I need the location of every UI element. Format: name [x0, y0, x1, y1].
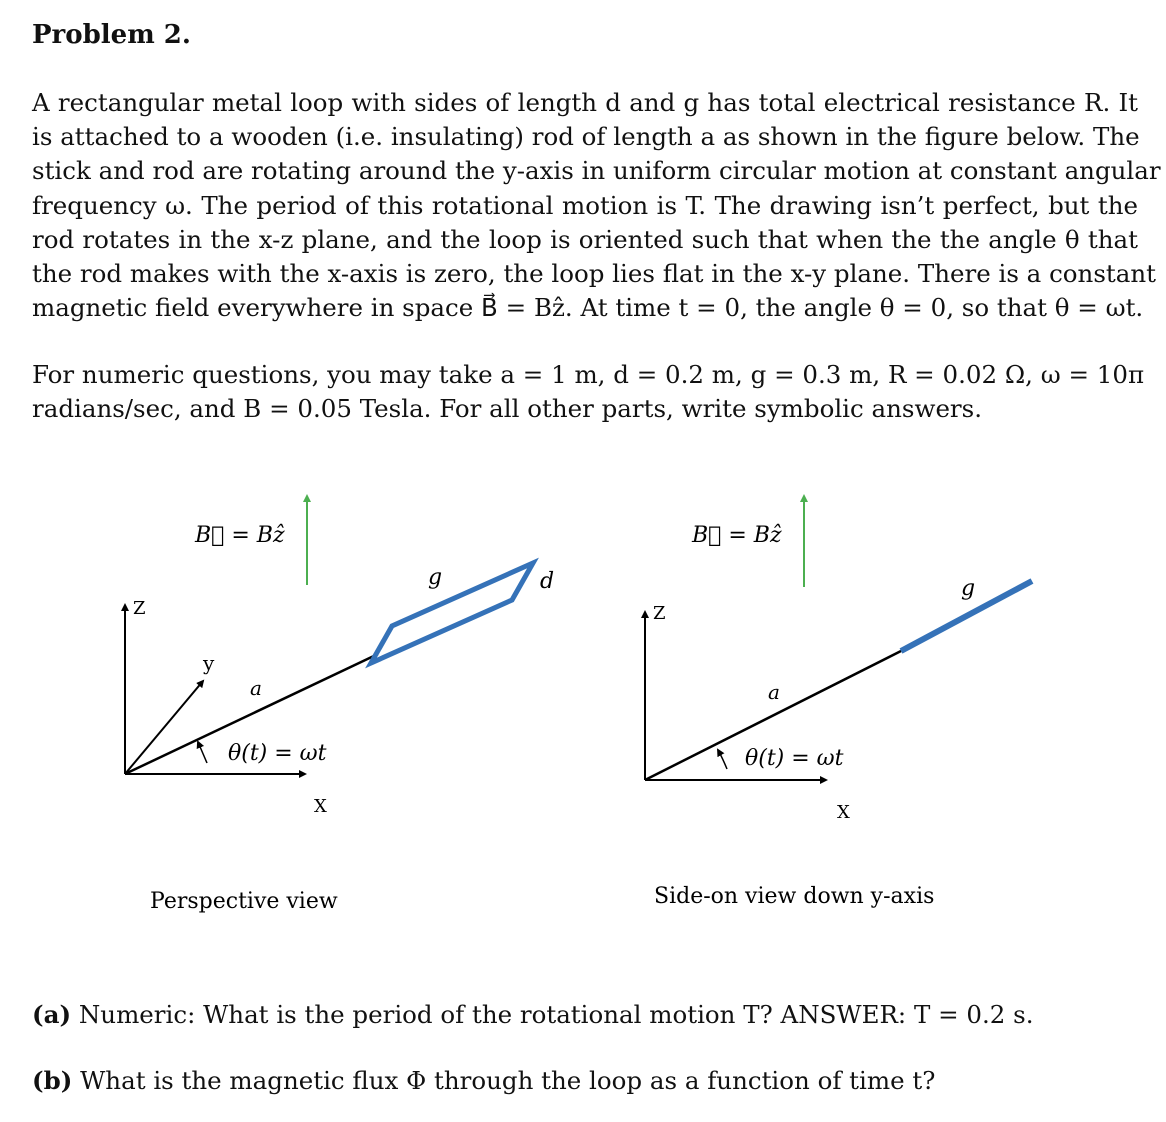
intro-line: stick and rod are rotating around the y-axis in uniform circular motion at constant angular: [32, 156, 1161, 186]
x-axis-label-left: X: [314, 796, 327, 817]
numeric-line: radians/sec, and B = 0.05 Tesla. For all other parts, write symbolic answers.: [32, 394, 983, 424]
loop-label-g-right: g: [961, 576, 976, 601]
question-a-text: Numeric: What is the period of the rotational motion T? ANSWER: T = 0.2 s.: [78, 1000, 1034, 1029]
x-axis-label-right: X: [837, 802, 850, 823]
question-b: [32, 1066, 935, 1095]
intro-line: frequency ω. The period of this rotational motion is T. The drawing isn’t perfect, but the: [32, 190, 1138, 220]
side-view-caption: Side-on view down y-axis: [654, 884, 935, 909]
question-a: [32, 1000, 1034, 1029]
y-axis-label-left: y: [203, 651, 215, 675]
angle-label-right: θ(t) = ωt: [745, 746, 844, 771]
problem-heading: Problem 2.: [32, 20, 191, 50]
metal-loop-left: [371, 563, 533, 663]
angle-arc-right: [718, 750, 727, 769]
perspective-caption: Perspective view: [150, 889, 338, 914]
angle-arc-left: [198, 742, 207, 763]
field-label-right: B⃗ = Bẑ: [692, 523, 782, 548]
loop-label-d-left: d: [540, 569, 555, 594]
perspective-view: [125, 497, 554, 914]
numeric-line: For numeric questions, you may take a = 1 m, d = 0.2 m, g = 0.3 m, R = 0.02 Ω, ω = 10π: [32, 360, 1145, 389]
question-a-tag: (a): [32, 1000, 72, 1029]
angle-label-left: θ(t) = ωt: [228, 741, 327, 766]
side-view: [645, 497, 1032, 909]
intro-line: magnetic field everywhere in space B⃗ = Bẑ. At time t = 0, the angle θ = 0, so that θ = ωt.: [32, 293, 1144, 323]
intro-line: is attached to a wooden (i.e. insulating) rod of length a as shown in the figure below. The: [32, 122, 1140, 152]
z-axis-label-left: Z: [133, 598, 146, 619]
question-b-tag: (b): [32, 1066, 73, 1095]
intro-line: the rod makes with the x-axis is zero, the loop lies flat in the x-y plane. There is a constant: [32, 259, 1156, 289]
rod-label-a-left: a: [250, 676, 262, 700]
intro-line: A rectangular metal loop with sides of length d and g has total electrical resistance R. It: [32, 88, 1138, 117]
figure-diagram: [0, 470, 1166, 930]
numeric-values-paragraph: [32, 358, 1145, 426]
field-label-left: B⃗ = Bẑ: [195, 523, 285, 548]
loop-label-g-left: g: [428, 565, 443, 590]
z-axis-label-right: Z: [653, 603, 666, 624]
intro-line: rod rotates in the x-z plane, and the loop is oriented such that when the the angle θ that: [32, 224, 1138, 254]
rod-label-a-right: a: [768, 680, 780, 704]
y-axis-left: [125, 681, 203, 774]
problem-intro-paragraph: [32, 86, 1161, 325]
question-b-text: What is the magnetic flux Φ through the loop as a function of time t?: [80, 1066, 936, 1095]
